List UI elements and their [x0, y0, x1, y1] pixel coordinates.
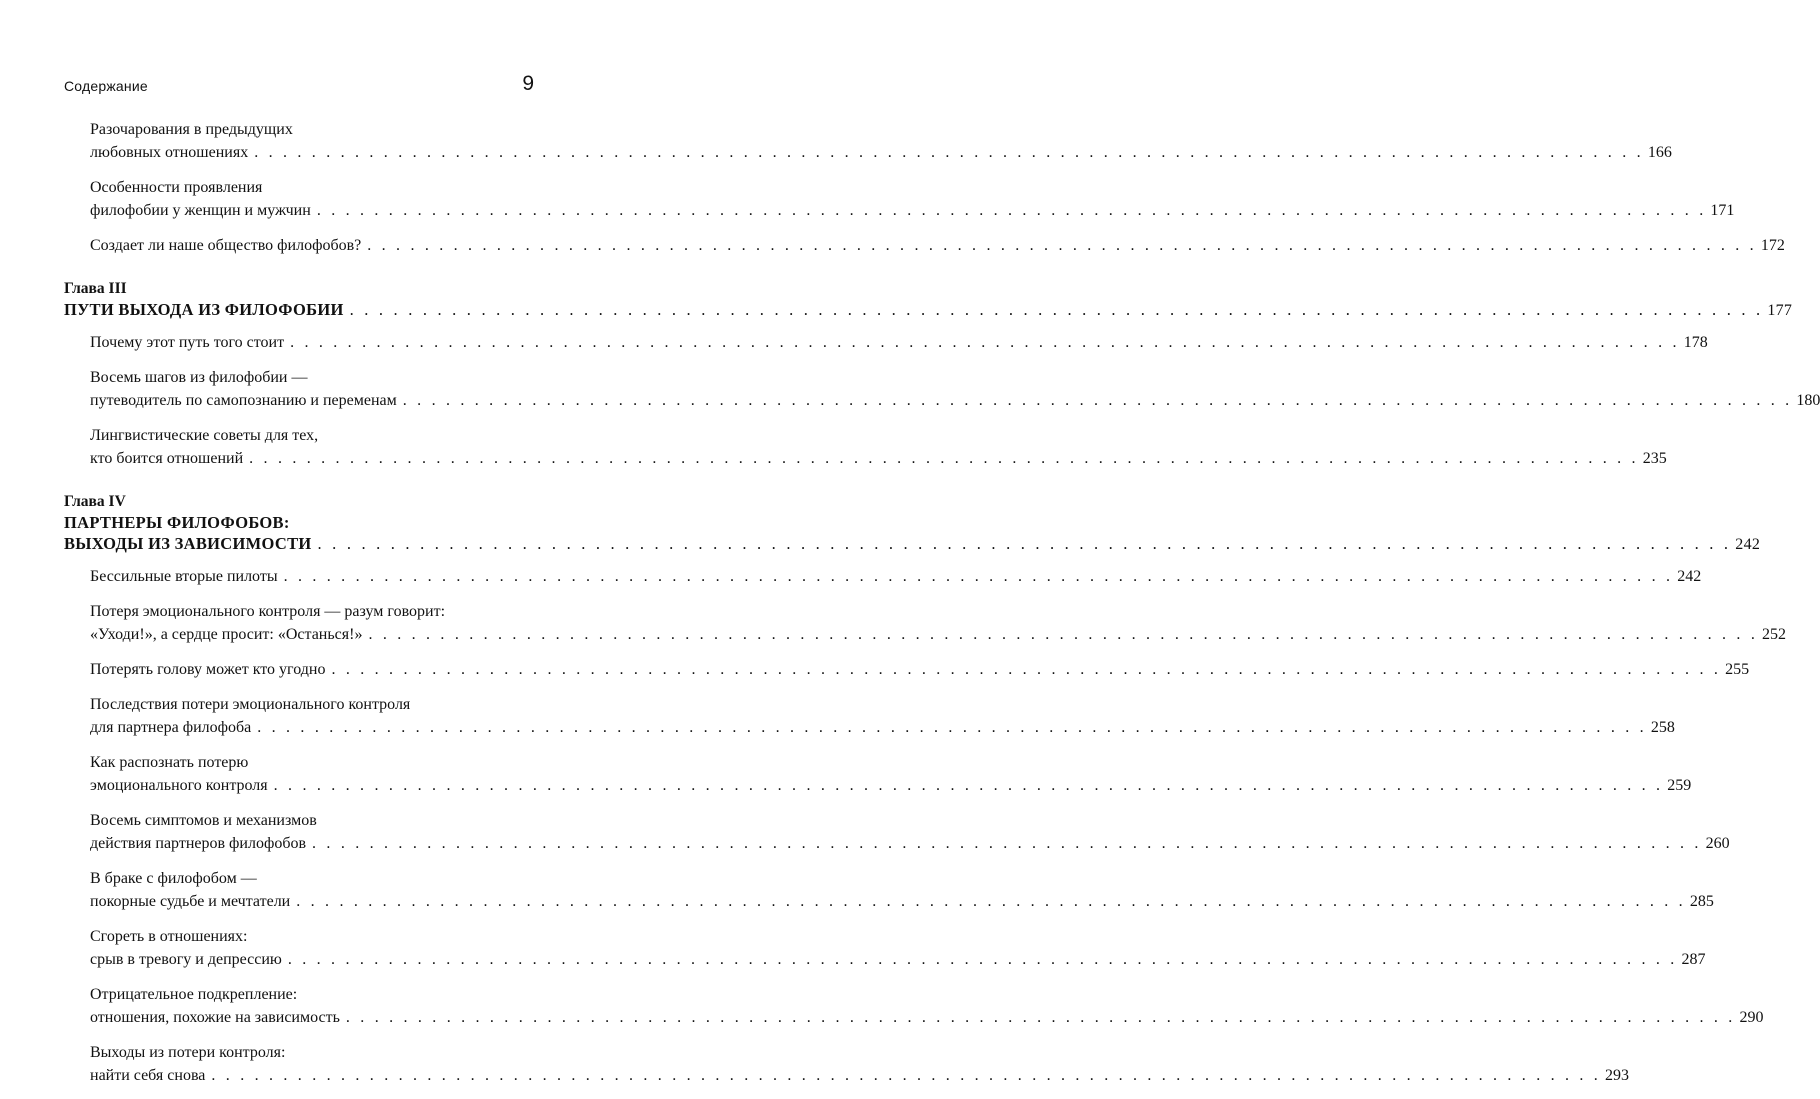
toc-entry[interactable]	[90, 600, 1787, 646]
toc-entry-line: Сгореть в отношениях:	[90, 928, 248, 945]
toc-entry[interactable]	[90, 867, 1714, 913]
dot-leader	[331, 658, 1721, 681]
toc-entry[interactable]	[90, 751, 1692, 797]
toc-entry[interactable]	[90, 925, 1706, 971]
toc-entry-line: покорные судьбе и мечтатели	[90, 893, 291, 910]
toc-entry-line: действия партнеров филофобов	[90, 835, 307, 852]
toc-page-number: 293	[1605, 1067, 1629, 1084]
toc-page-number: 258	[1650, 719, 1675, 736]
toc-page-number: 235	[1642, 450, 1667, 467]
toc-entry[interactable]	[90, 366, 1820, 412]
chapter-label: Глава IV	[64, 493, 126, 510]
dot-leader	[288, 948, 1678, 971]
page-number: 9	[522, 72, 534, 95]
toc-entry-line: Разочарования в предыдущих	[90, 121, 293, 138]
toc-page-number: 287	[1681, 951, 1706, 968]
dot-leader	[317, 199, 1707, 222]
toc-page-number: 166	[1647, 144, 1672, 161]
toc-page-number: 178	[1683, 334, 1708, 351]
running-head: Содержание	[64, 78, 148, 94]
toc-entry[interactable]	[90, 234, 1785, 257]
toc-page-number: 242	[1735, 536, 1761, 553]
dot-leader	[403, 389, 1793, 412]
toc-entry[interactable]	[90, 658, 1750, 681]
toc-entry-line: Потерять голову может кто угодно	[90, 661, 326, 678]
chapter-title: ПАРТНЕРЫ ФИЛОФОБОВ:	[64, 513, 290, 532]
table-of-contents	[64, 118, 1820, 1099]
toc-entry-line: В браке с филофобом —	[90, 870, 257, 887]
chapter-heading-3[interactable]	[64, 279, 1793, 321]
toc-entry[interactable]	[90, 1041, 1629, 1087]
toc-entry[interactable]	[90, 424, 1667, 470]
toc-entry[interactable]	[90, 693, 1675, 739]
toc-entry-line: филофобии у женщин и мужчин	[90, 202, 311, 219]
toc-entry-line: Особенности проявления	[90, 179, 263, 196]
toc-entry-line: «Уходи!», а сердце просит: «Останься!»	[90, 626, 363, 643]
toc-entry-line: Создает ли наше общество филофобов?	[90, 237, 362, 254]
chapter-title: ВЫХОДЫ ИЗ ЗАВИСИМОСТИ	[64, 534, 312, 553]
chapter-label: Глава III	[64, 280, 127, 297]
toc-entry[interactable]	[90, 983, 1764, 1029]
toc-entry-line: Последствия потери эмоционального контроля	[90, 696, 411, 713]
toc-page-number: 242	[1677, 568, 1702, 585]
toc-entry-line: Лингвистические советы для тех,	[90, 427, 319, 444]
toc-entry[interactable]	[90, 176, 1735, 222]
toc-entry[interactable]	[90, 331, 1708, 354]
dot-leader	[211, 1064, 1601, 1087]
toc-entry-line: Почему этот путь того стоит	[90, 334, 285, 351]
toc-entry-line: для партнера филофоба	[90, 719, 252, 736]
toc-entry[interactable]	[90, 118, 1672, 164]
toc-page-number: 255	[1725, 661, 1750, 678]
dot-leader	[274, 774, 1664, 797]
toc-entry-line: отношения, похожие на зависимость	[90, 1009, 340, 1026]
dot-leader	[312, 832, 1702, 855]
toc-page-number: 171	[1710, 202, 1735, 219]
dot-leader	[368, 623, 1758, 646]
toc-page-number: 172	[1760, 237, 1785, 254]
toc-entry-line: кто боится отношений	[90, 450, 244, 467]
dot-leader	[284, 565, 1674, 588]
dot-leader	[257, 716, 1647, 739]
toc-entry-line: Потеря эмоционального контроля — разум говорит:	[90, 603, 446, 620]
dot-leader	[249, 447, 1639, 470]
toc-page-number: 177	[1767, 302, 1793, 319]
toc-entry[interactable]	[90, 565, 1702, 588]
toc-page-number: 290	[1739, 1009, 1764, 1026]
toc-entry-line: путеводитель по самопознанию и переменам	[90, 392, 397, 409]
dot-leader	[367, 234, 1757, 257]
dot-leader	[254, 141, 1644, 164]
dot-leader	[290, 331, 1680, 354]
toc-entry-line: Отрицательное подкрепление:	[90, 986, 298, 1003]
toc-entry-line: Как распознать потерю	[90, 754, 249, 771]
toc-entry-line: срыв в тревогу и депрессию	[90, 951, 282, 968]
dot-leader	[346, 1006, 1736, 1029]
toc-entry-line: любовных отношениях	[90, 144, 249, 161]
toc-entry[interactable]	[90, 809, 1730, 855]
toc-entry-line: Бессильные вторые пилоты	[90, 568, 278, 585]
toc-entry-line: найти себя снова	[90, 1067, 206, 1084]
toc-page-number: 260	[1705, 835, 1730, 852]
toc-page-number: 252	[1762, 626, 1787, 643]
toc-entry-line: эмоционального контроля	[90, 777, 268, 794]
dot-leader	[350, 300, 1764, 319]
chapter-title: ПУТИ ВЫХОДА ИЗ ФИЛОФОБИИ	[64, 300, 344, 319]
toc-page-number: 259	[1667, 777, 1692, 794]
dot-leader	[296, 890, 1686, 913]
dot-leader	[318, 534, 1732, 553]
toc-entry-line: Восемь шагов из филофобии —	[90, 369, 308, 386]
toc-page-number: 285	[1689, 893, 1714, 910]
toc-entry-line: Восемь симптомов и механизмов	[90, 812, 317, 829]
toc-page-number: 180	[1796, 392, 1820, 409]
toc-entry-line: Выходы из потери контроля:	[90, 1044, 286, 1061]
chapter-heading-4[interactable]	[64, 492, 1761, 555]
